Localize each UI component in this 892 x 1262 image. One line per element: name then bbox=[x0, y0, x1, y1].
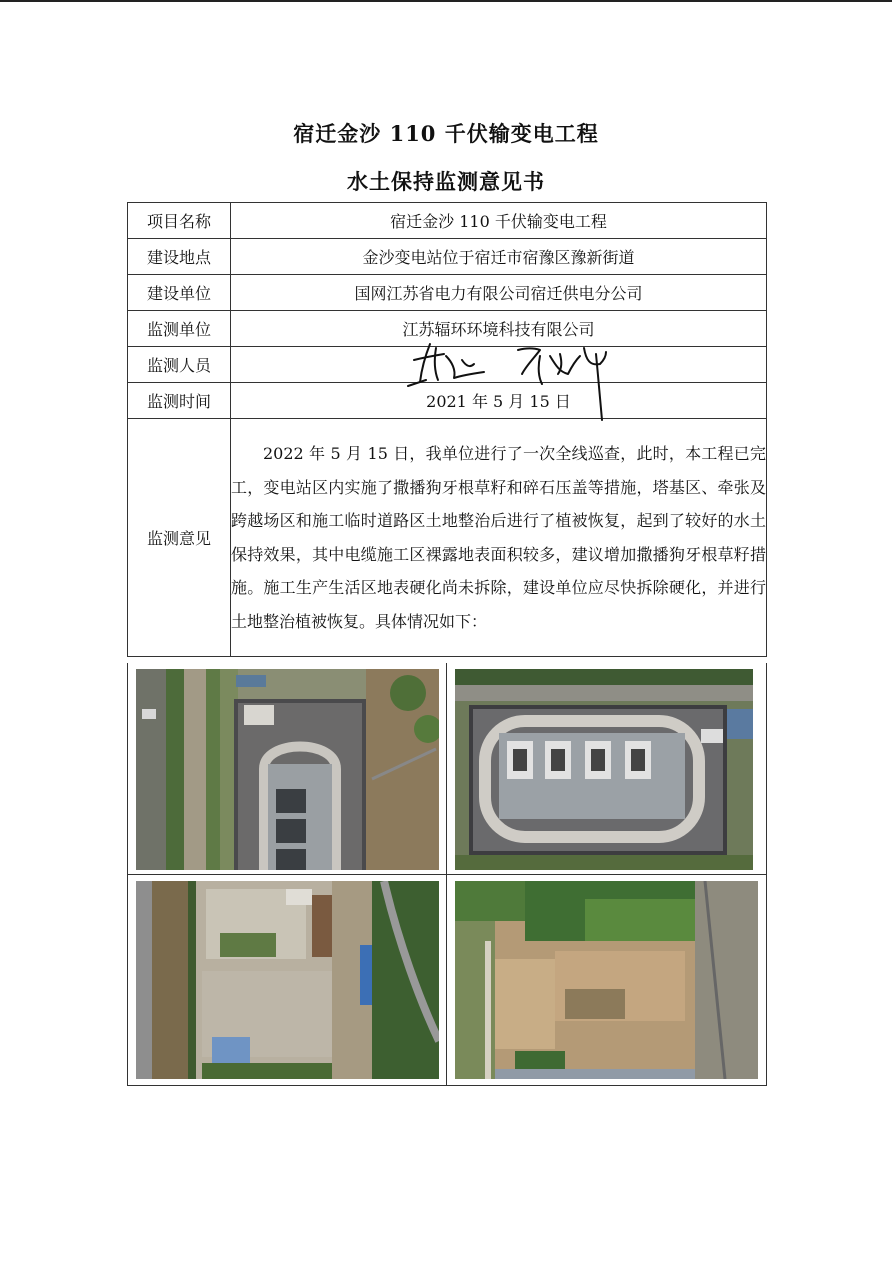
location-label: 建设地点 bbox=[128, 239, 231, 275]
aerial-photo-substation-1 bbox=[136, 669, 439, 870]
project-name-label: 项目名称 bbox=[128, 203, 231, 239]
aerial-photo-substation-2 bbox=[455, 669, 753, 870]
builder-value: 国网江苏省电力有限公司宿迁供电分公司 bbox=[231, 275, 767, 311]
project-name-value: 宿迁金沙 110 千伏输变电工程 bbox=[231, 203, 767, 239]
aerial-photo-farmland bbox=[455, 881, 758, 1079]
monitoring-form-table bbox=[127, 202, 767, 657]
photo-grid bbox=[127, 663, 767, 1086]
grid-divider-vertical bbox=[446, 663, 447, 1085]
opinion-text: 2022 年 5 月 15 日，我单位进行了一次全线巡查，此时，本工程已完工，变电站区内实施了撒播狗牙根草籽和碎石压盖等措施，塔基区、牵张及跨越场区和施工临时道路区土地整治后进行了植被恢复，起到了较好的水土保持效果，其中电缆施工区裸露地表面积较多，建议增加撒播狗牙根草籽措施。施工生产生活区地表硬化尚未拆除，建设单位应尽快拆除硬化，并进行土地整治植被恢复。具体情况如下： bbox=[231, 419, 767, 657]
table-row bbox=[128, 239, 767, 275]
personnel-label: 监测人员 bbox=[128, 347, 231, 383]
grid-divider-horizontal bbox=[128, 874, 766, 875]
table-row bbox=[128, 203, 767, 239]
table-row bbox=[128, 275, 767, 311]
page-top-border bbox=[0, 0, 892, 2]
monitor-unit-label: 监测单位 bbox=[128, 311, 231, 347]
builder-label: 建设单位 bbox=[128, 275, 231, 311]
aerial-photo-construction-yard bbox=[136, 881, 439, 1079]
monitor-unit-value: 江苏辐环环境科技有限公司 bbox=[231, 311, 767, 347]
location-value: 金沙变电站位于宿迁市宿豫区豫新街道 bbox=[231, 239, 767, 275]
monitor-time-label: 监测时间 bbox=[128, 383, 231, 419]
table-row bbox=[128, 419, 767, 657]
monitor-time-value: 2021 年 5 月 15 日 bbox=[231, 383, 767, 419]
opinion-label: 监测意见 bbox=[128, 419, 231, 657]
document-subtitle: 水土保持监测意见书 bbox=[347, 169, 545, 194]
handwritten-signature bbox=[400, 336, 620, 426]
document-title: 宿迁金沙 110 千伏输变电工程 bbox=[293, 121, 599, 146]
